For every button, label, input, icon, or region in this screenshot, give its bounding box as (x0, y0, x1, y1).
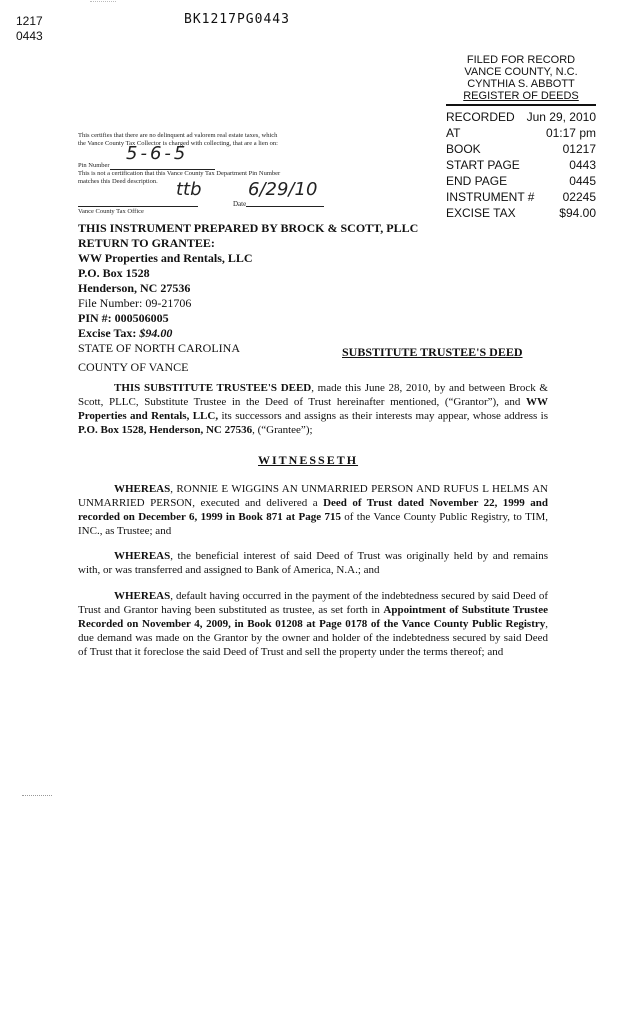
whereas-paragraph-1 (78, 482, 548, 538)
scan-artifact (22, 795, 52, 797)
whereas-lead: WHEREAS (114, 590, 171, 602)
cert-note: This is not a certification that this Vance County Tax Department Pin Number (78, 170, 281, 177)
rec-label: BOOK (446, 142, 481, 156)
intro-address: P.O. Box 1528, Henderson, NC 27536 (78, 424, 253, 436)
intro-text: , made this June 28, 2010, by and between Brock & Scott, PLLC, Substitute Trustee in the Deed of Trust hereinafter mentioned, (“Grantor”), and (78, 382, 548, 408)
header-block (78, 221, 558, 356)
intro-text: , (“Grantee”); (252, 424, 313, 436)
return-to: RETURN TO GRANTEE: (78, 236, 215, 250)
rec-label: END PAGE (446, 174, 508, 188)
whereas-bold: Appointment of Substitute Trustee Recorded on November 4, 2009, in Book 01208 at Page 0178 of the Vance County Public Registry (78, 604, 548, 630)
grantee-address2: Henderson, NC 27536 (78, 281, 191, 295)
margin-page-ref: 0443 (16, 29, 43, 43)
rec-label: START PAGE (446, 158, 520, 172)
excise-value: $94.00 (139, 326, 173, 340)
whereas-text: , the beneficial interest of said Deed of Trust was originally held by and remains with, or was transferred and assigned to Bank of America, N.A.; and (78, 550, 548, 576)
whereas-text: of the Vance County Public Registry, to TIM, INC., as Trustee; and (78, 511, 548, 537)
rec-value: 01217 (562, 142, 596, 156)
whereas-lead: WHEREAS (114, 550, 171, 562)
prepared-by: THIS INSTRUMENT PREPARED BY BROCK & SCOTT, PLLC (78, 221, 419, 235)
rec-value: 0445 (569, 174, 596, 188)
filed-line: VANCE COUNTY, N.C. (464, 66, 578, 78)
rec-value: 0443 (569, 158, 596, 172)
rec-value: 01:17 pm (545, 126, 596, 140)
rec-value: Jun 29, 2010 (526, 110, 596, 124)
intro-text: its successors and assigns as their interests may appear, whose address is (218, 410, 548, 422)
whereas-paragraph-3 (78, 589, 548, 659)
grantee-name: WW Properties and Rentals, LLC (78, 251, 253, 265)
pin-handwritten: 5-6-5 (126, 143, 189, 164)
file-number: File Number: 09-21706 (78, 296, 192, 310)
recording-divider (446, 104, 596, 106)
intro-lead: THIS SUBSTITUTE TRUSTEE'S DEED (114, 382, 312, 394)
cert-line: This certifies that there are no delinquent ad valorem real estate taxes, which (78, 132, 278, 139)
margin-book-ref: 1217 (16, 14, 43, 28)
rec-label: INSTRUMENT # (446, 190, 535, 204)
excise-tax (78, 326, 558, 341)
cert-line: the Vance County Tax Collector is charged with collecting, that are a lien on: (78, 140, 278, 147)
grantee-address1: P.O. Box 1528 (78, 266, 150, 280)
book-page-stamp: BK1217PG0443 (184, 12, 290, 27)
pin-label: Pin Number (78, 162, 110, 169)
whereas-lead: WHEREAS (114, 483, 171, 495)
excise-label: Excise Tax: (78, 326, 140, 340)
date-label: Date (233, 200, 247, 208)
tax-office-label: Vance County Tax Office (78, 208, 144, 215)
filed-header (446, 54, 596, 102)
initials-signature: ttb (176, 179, 202, 200)
whereas-text: , RONNIE E WIGGINS AN UNMARRIED PERSON AND RUFUS L HELMS AN UNMARRIED PERSON, executed and delivered a (78, 483, 548, 509)
intro-paragraph (78, 381, 548, 437)
rec-value: $94.00 (559, 206, 596, 220)
whereas-text: , default having occurred in the payment of the indebtedness secured by said Deed of Trust and Grantor having been substituted as trustee, as set forth in (78, 590, 548, 616)
whereas-paragraph-2 (78, 549, 548, 577)
tax-certification (78, 132, 378, 214)
deed-title: SUBSTITUTE TRUSTEE'S DEED (342, 345, 523, 359)
scan-artifact (90, 1, 116, 3)
recording-block (446, 54, 596, 234)
date-handwritten: 6/29/10 (248, 179, 318, 200)
whereas-text: , due demand was made on the Grantor by the owner and holder of the indebtedness secured by said Deed of Trust that it foreclose the said Deed of Trust and sell the property under the terms thereof; and (78, 618, 548, 658)
witnesseth-heading: WITNESSETH (258, 453, 359, 467)
whereas-bold: Deed of Trust dated November 22, 1999 and recorded on December 6, 1999 in Book 871 at Page 715 (78, 497, 548, 523)
county-line: COUNTY OF VANCE (78, 360, 189, 374)
state-line: STATE OF NORTH CAROLINA (78, 341, 240, 355)
rec-label: RECORDED (446, 110, 515, 124)
pin-number: PIN #: 000506005 (78, 311, 169, 325)
filed-line: REGISTER OF DEEDS (463, 90, 579, 102)
filed-line: CYNTHIA S. ABBOTT (467, 78, 575, 90)
rec-label: AT (446, 126, 461, 140)
rec-value: 02245 (562, 190, 596, 204)
rec-label: EXCISE TAX (446, 206, 516, 220)
intro-grantee: WW Properties and Rentals, LLC, (78, 396, 548, 422)
filed-line: FILED FOR RECORD (466, 54, 576, 66)
cert-note: matches this Deed description. (78, 178, 158, 185)
